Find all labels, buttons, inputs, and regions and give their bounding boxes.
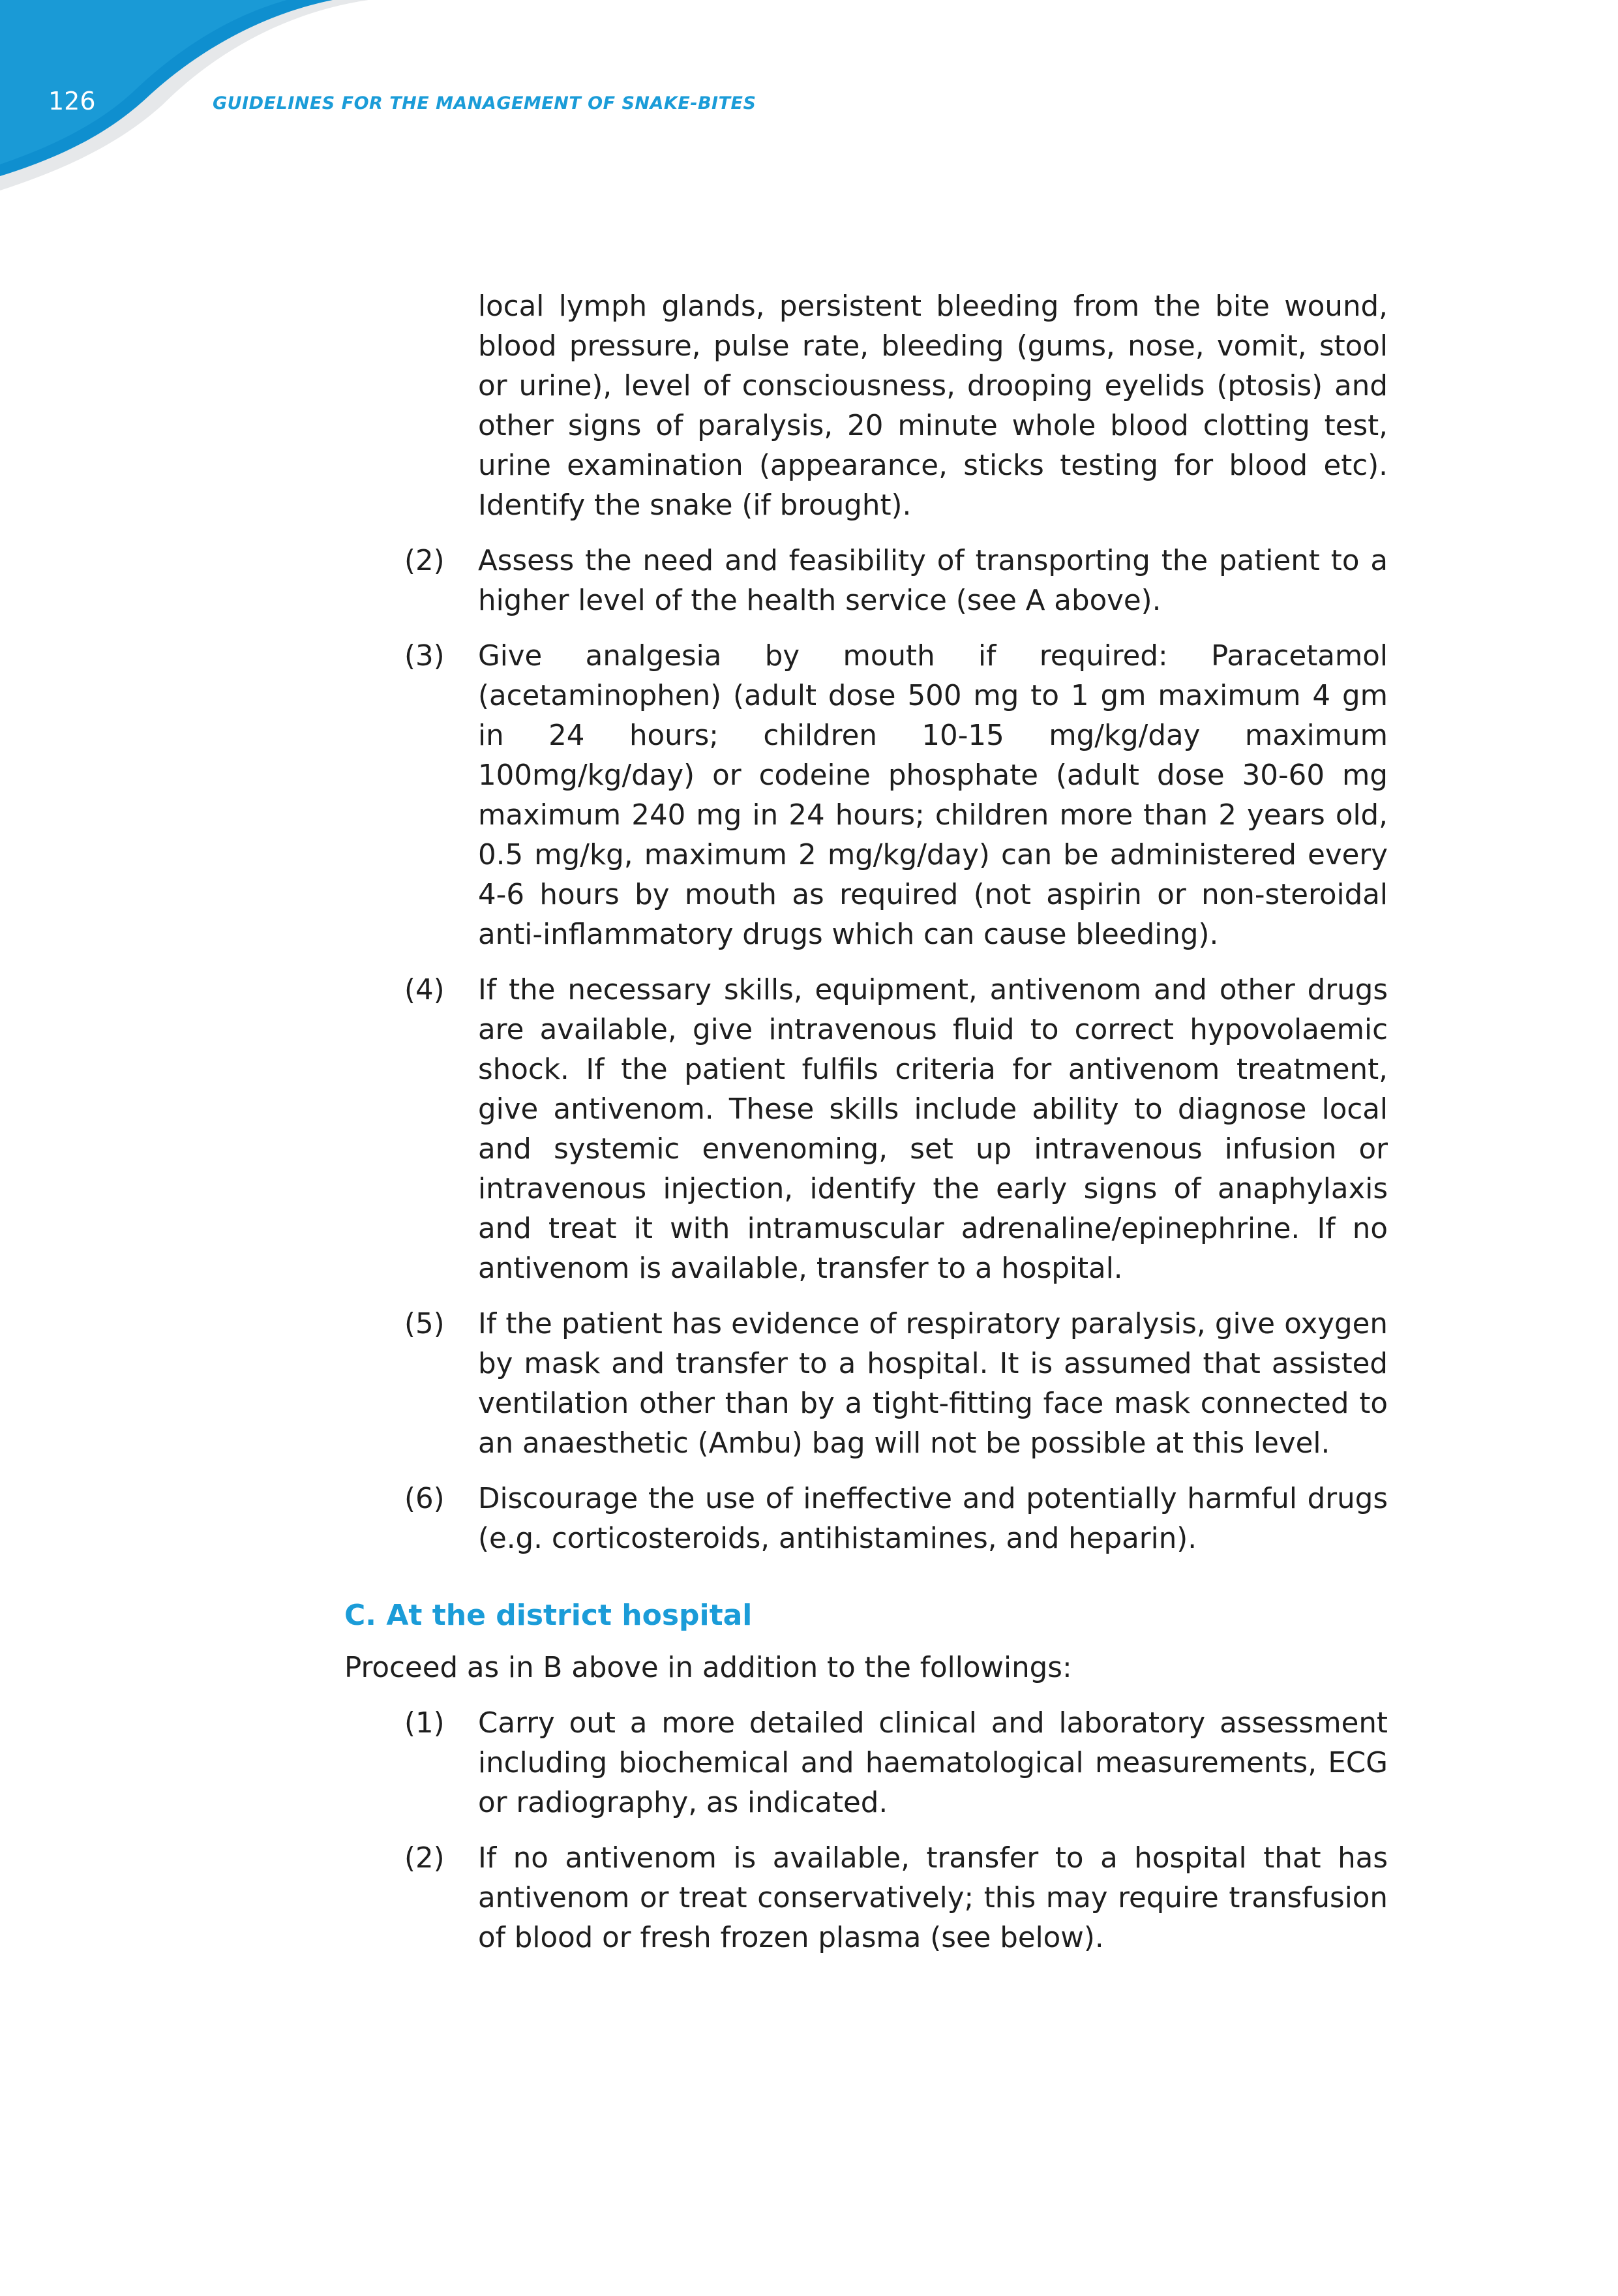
list-item-text: Give analgesia by mouth if required: Paracetamol (acetaminophen) (adult dose 500 mg to 1 gm maximum 4 gm in 24 hours; children 10-15 mg/kg/day maximum 100mg/kg/day) or codeine phosphate (adult dose 30-60 mg maximum 240 mg in 24 hours; children more than 2 years old, 0.5 mg/kg, maximum 2 mg/kg/day) can be administered every 4-6 hours by mouth as required (not aspirin or non-steroidal anti-inflammatory drugs which can cause bleeding). [478, 640, 1388, 951]
list-item-number: (4) [404, 974, 445, 1006]
list-item-number: (1) [404, 1707, 445, 1740]
list-item [344, 541, 1388, 621]
section-heading: C. At the district hospital [344, 1599, 753, 1632]
list-item [344, 637, 1388, 955]
list-item [344, 1839, 1388, 1958]
continued-list-item [344, 287, 1388, 526]
list-item-number: (2) [404, 1842, 445, 1875]
list-item-number: (5) [404, 1308, 445, 1340]
list-item-text: If the necessary skills, equipment, antivenom and other drugs are available, give intravenous fluid to correct hypovolaemic shock. If the patient fulfils criteria for antivenom treatment, give antivenom. These skills include ability to diagnose local and systemic envenoming, set up intravenous infusion or intravenous injection, identify the early signs of anaphylaxis and treat it with intramuscular adrenaline/epinephrine. If no antivenom is available, transfer to a hospital. [478, 974, 1388, 1285]
list-item [344, 1479, 1388, 1559]
list-item-text: If no antivenom is available, transfer to a hospital that has antivenom or treat conservatively; this may require transfusion of blood or fresh frozen plasma (see below). [478, 1842, 1388, 1954]
list-item-number: (6) [404, 1483, 445, 1515]
list-item [344, 1704, 1388, 1823]
list-item-text: Carry out a more detailed clinical and laboratory assessment including biochemical and haematological measurements, ECG or radiography, as indicated. [478, 1707, 1388, 1819]
list-item-text: Discourage the use of ineffective and potentially harmful drugs (e.g. corticosteroids, antihistamines, and heparin). [478, 1483, 1388, 1555]
list-item-text: If the patient has evidence of respiratory paralysis, give oxygen by mask and transfer to a hospital. It is assumed that assisted ventilation other than by a tight-fitting face mask connected to an anaesthetic (Ambu) bag will not be possible at this level. [478, 1308, 1388, 1460]
list-item-number: (3) [404, 640, 445, 672]
list-item [344, 971, 1388, 1289]
running-header-title: GUIDELINES FOR THE MANAGEMENT OF SNAKE-BITES [213, 93, 757, 113]
list-item-number: (2) [404, 545, 445, 577]
page-body [344, 287, 1388, 1974]
list-item-text: Assess the need and feasibility of transporting the patient to a higher level of the health service (see A above). [478, 545, 1388, 617]
list-item-text: local lymph glands, persistent bleeding from the bite wound, blood pressure, pulse rate, bleeding (gums, nose, vomit, stool or urine), level of consciousness, drooping eyelids (ptosis) and other signs of paralysis, 20 minute whole blood clotting test, urine examination (appearance, sticks testing for blood etc). Identify the snake (if brought). [478, 290, 1388, 522]
page-number: 126 [48, 87, 96, 115]
list-item [344, 1305, 1388, 1464]
section-lead-paragraph: Proceed as in B above in addition to the followings: [344, 1652, 1072, 1684]
